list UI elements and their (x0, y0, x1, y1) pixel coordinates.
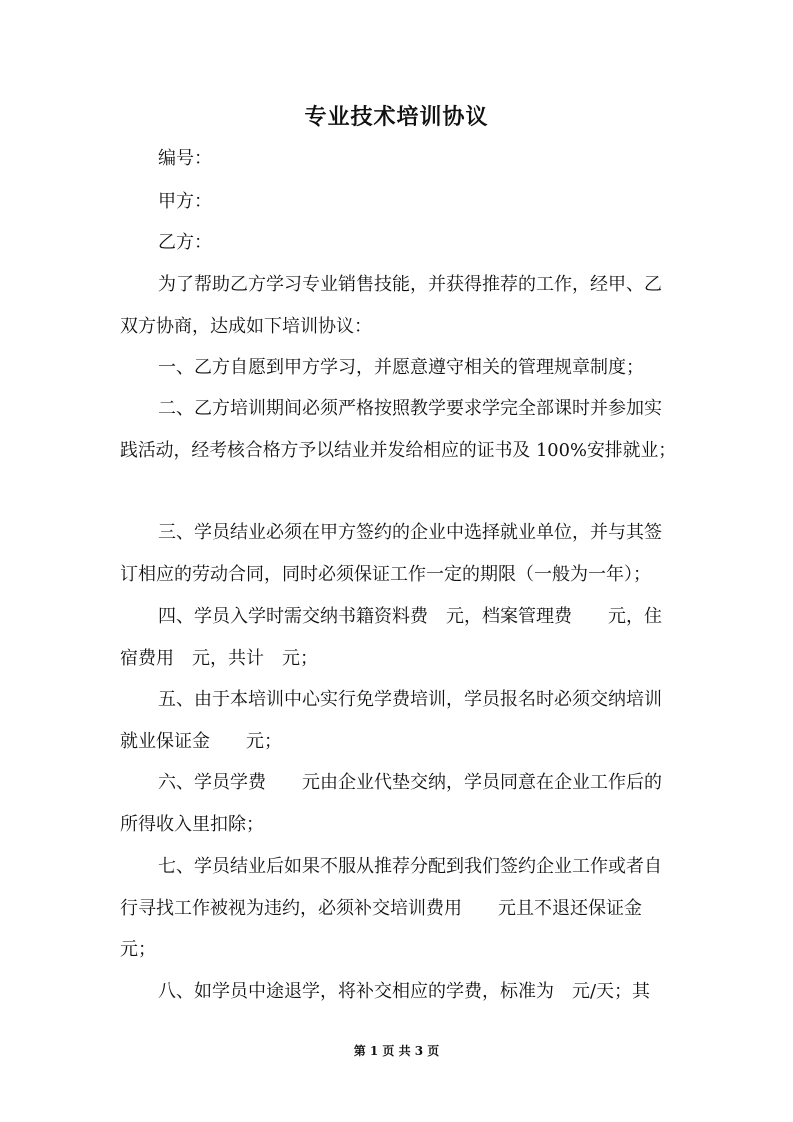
clause-7-line-2: 行寻找工作被视为违约，必须补交培训费用 元且不退还保证金 (120, 898, 642, 919)
intro-line-1: 为了帮助乙方学习专业销售技能，并获得推荐的工作，经甲、乙 (158, 274, 662, 295)
clause-7-line-1: 七、学员结业后如果不服从推荐分配到我们签约企业工作或者自 (158, 856, 662, 877)
clause-7-line-3: 元； (120, 939, 156, 960)
clause-3-line-1: 三、学员结业必须在甲方签约的企业中选择就业单位，并与其签 (158, 522, 662, 543)
intro-line-2: 双方协商，达成如下培训协议： (120, 316, 372, 337)
number-field-label: 编号： (158, 148, 212, 169)
clause-2-line-1: 二、乙方培训期间必须严格按照教学要求学完全部课时并参加实 (158, 398, 662, 419)
clause-2-line-2: 践活动，经考核合格方予以结业并发给相应的证书及 100%安排就业； (120, 440, 677, 461)
document-title: 专业技术培训协议 (304, 104, 489, 130)
clause-5-line-2: 就业保证金 元； (120, 731, 282, 752)
clause-3-line-2: 订相应的劳动合同，同时必须保证工作一定的期限（一般为一年）； (120, 564, 651, 585)
clause-5-line-1: 五、由于本培训中心实行免学费培训，学员报名时必须交纳培训 (158, 689, 662, 710)
clause-1-line-1: 一、乙方自愿到甲方学习，并愿意遵守相关的管理规章制度； (158, 357, 644, 378)
clause-6-line-2: 所得收入里扣除； (120, 814, 264, 835)
page-footer: 第 1 页 共 3 页 (353, 1044, 440, 1058)
clause-4-line-1: 四、学员入学时需交纳书籍资料费 元，档案管理费 元，住 (158, 606, 662, 627)
party-b-label: 乙方： (158, 232, 212, 253)
clause-4-line-2: 宿费用 元，共计 元； (120, 648, 318, 669)
party-a-label: 甲方： (158, 191, 212, 212)
clause-6-line-1: 六、学员学费 元由企业代垫交纳，学员同意在企业工作后的 (158, 772, 662, 793)
clause-8-line-1: 八、如学员中途退学，将补交相应的学费，标准为 元/天；其 (158, 981, 651, 1002)
